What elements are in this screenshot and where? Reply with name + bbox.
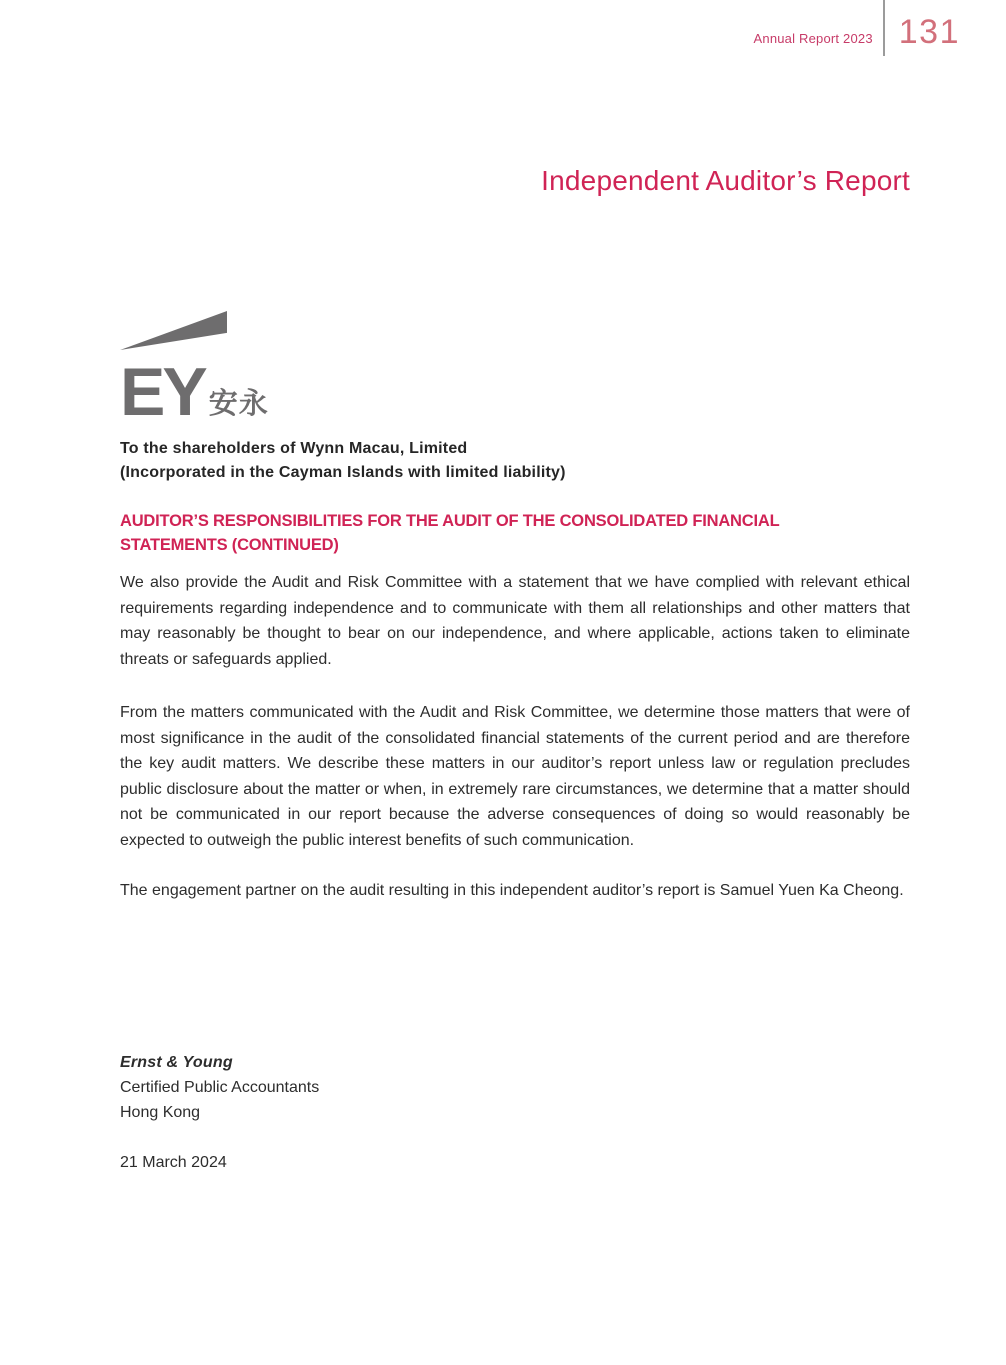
page-number: 131: [898, 13, 960, 51]
ey-logo-letters: EY: [120, 354, 205, 430]
section-heading-line1: AUDITOR’S RESPONSIBILITIES FOR THE AUDIT OF THE CONSOLIDATED FINANCIAL: [120, 512, 780, 530]
section-heading-line2: STATEMENTS: [120, 536, 228, 554]
signature-firm-title: Certified Public Accountants: [120, 1078, 320, 1096]
signature-block: [120, 1050, 910, 1175]
section-heading: [120, 509, 910, 557]
addressee-line: To the shareholders of Wynn Macau, Limited: [120, 440, 468, 457]
paragraph-engagement-partner: The engagement partner on the audit resulting in this independent auditor’s report is Samuel Yuen Ka Cheong.: [120, 882, 904, 899]
page-title: Independent Auditor’s Report: [541, 165, 910, 196]
addressee-block: [120, 437, 910, 485]
ey-logo: [120, 354, 910, 430]
report-title-label: Annual Report 2023: [753, 31, 873, 46]
paragraph-ethics-statement: We also provide the Audit and Risk Committee with a statement that we have complied with relevant ethical requirements regarding independence and to communicate with them all relationships and other matters that may reasonably be thought to bear on our independence, and where applicable, actions taken to eliminate threats or safeguards applied.: [120, 574, 910, 668]
signature-date: 21 March 2024: [120, 1153, 227, 1171]
section-heading-continued: (CONTINUED): [231, 536, 339, 554]
incorporation-line: (Incorporated in the Cayman Islands with limited liability): [120, 464, 566, 481]
paragraph-key-audit-matters: From the matters communicated with the Audit and Risk Committee, we determine those matters that were of most significance in the audit of the consolidated financial statements of the current period and are therefore the key audit matters. We describe these matters in our auditor’s report unless law or regulation precludes public disclosure about the matter or when, in extremely rare circumstances, we determine that a matter should not be communicated in our report because the adverse consequences of doing so would reasonably be expected to outweigh the public interest benefits of such communication.: [120, 704, 910, 849]
ey-logo-chinese: 安永: [208, 388, 269, 420]
ey-beam-icon: [120, 311, 227, 350]
signature-firm-name: Ernst & Young: [120, 1053, 233, 1071]
report-body: [120, 0, 910, 1175]
signature-location: Hong Kong: [120, 1103, 201, 1121]
